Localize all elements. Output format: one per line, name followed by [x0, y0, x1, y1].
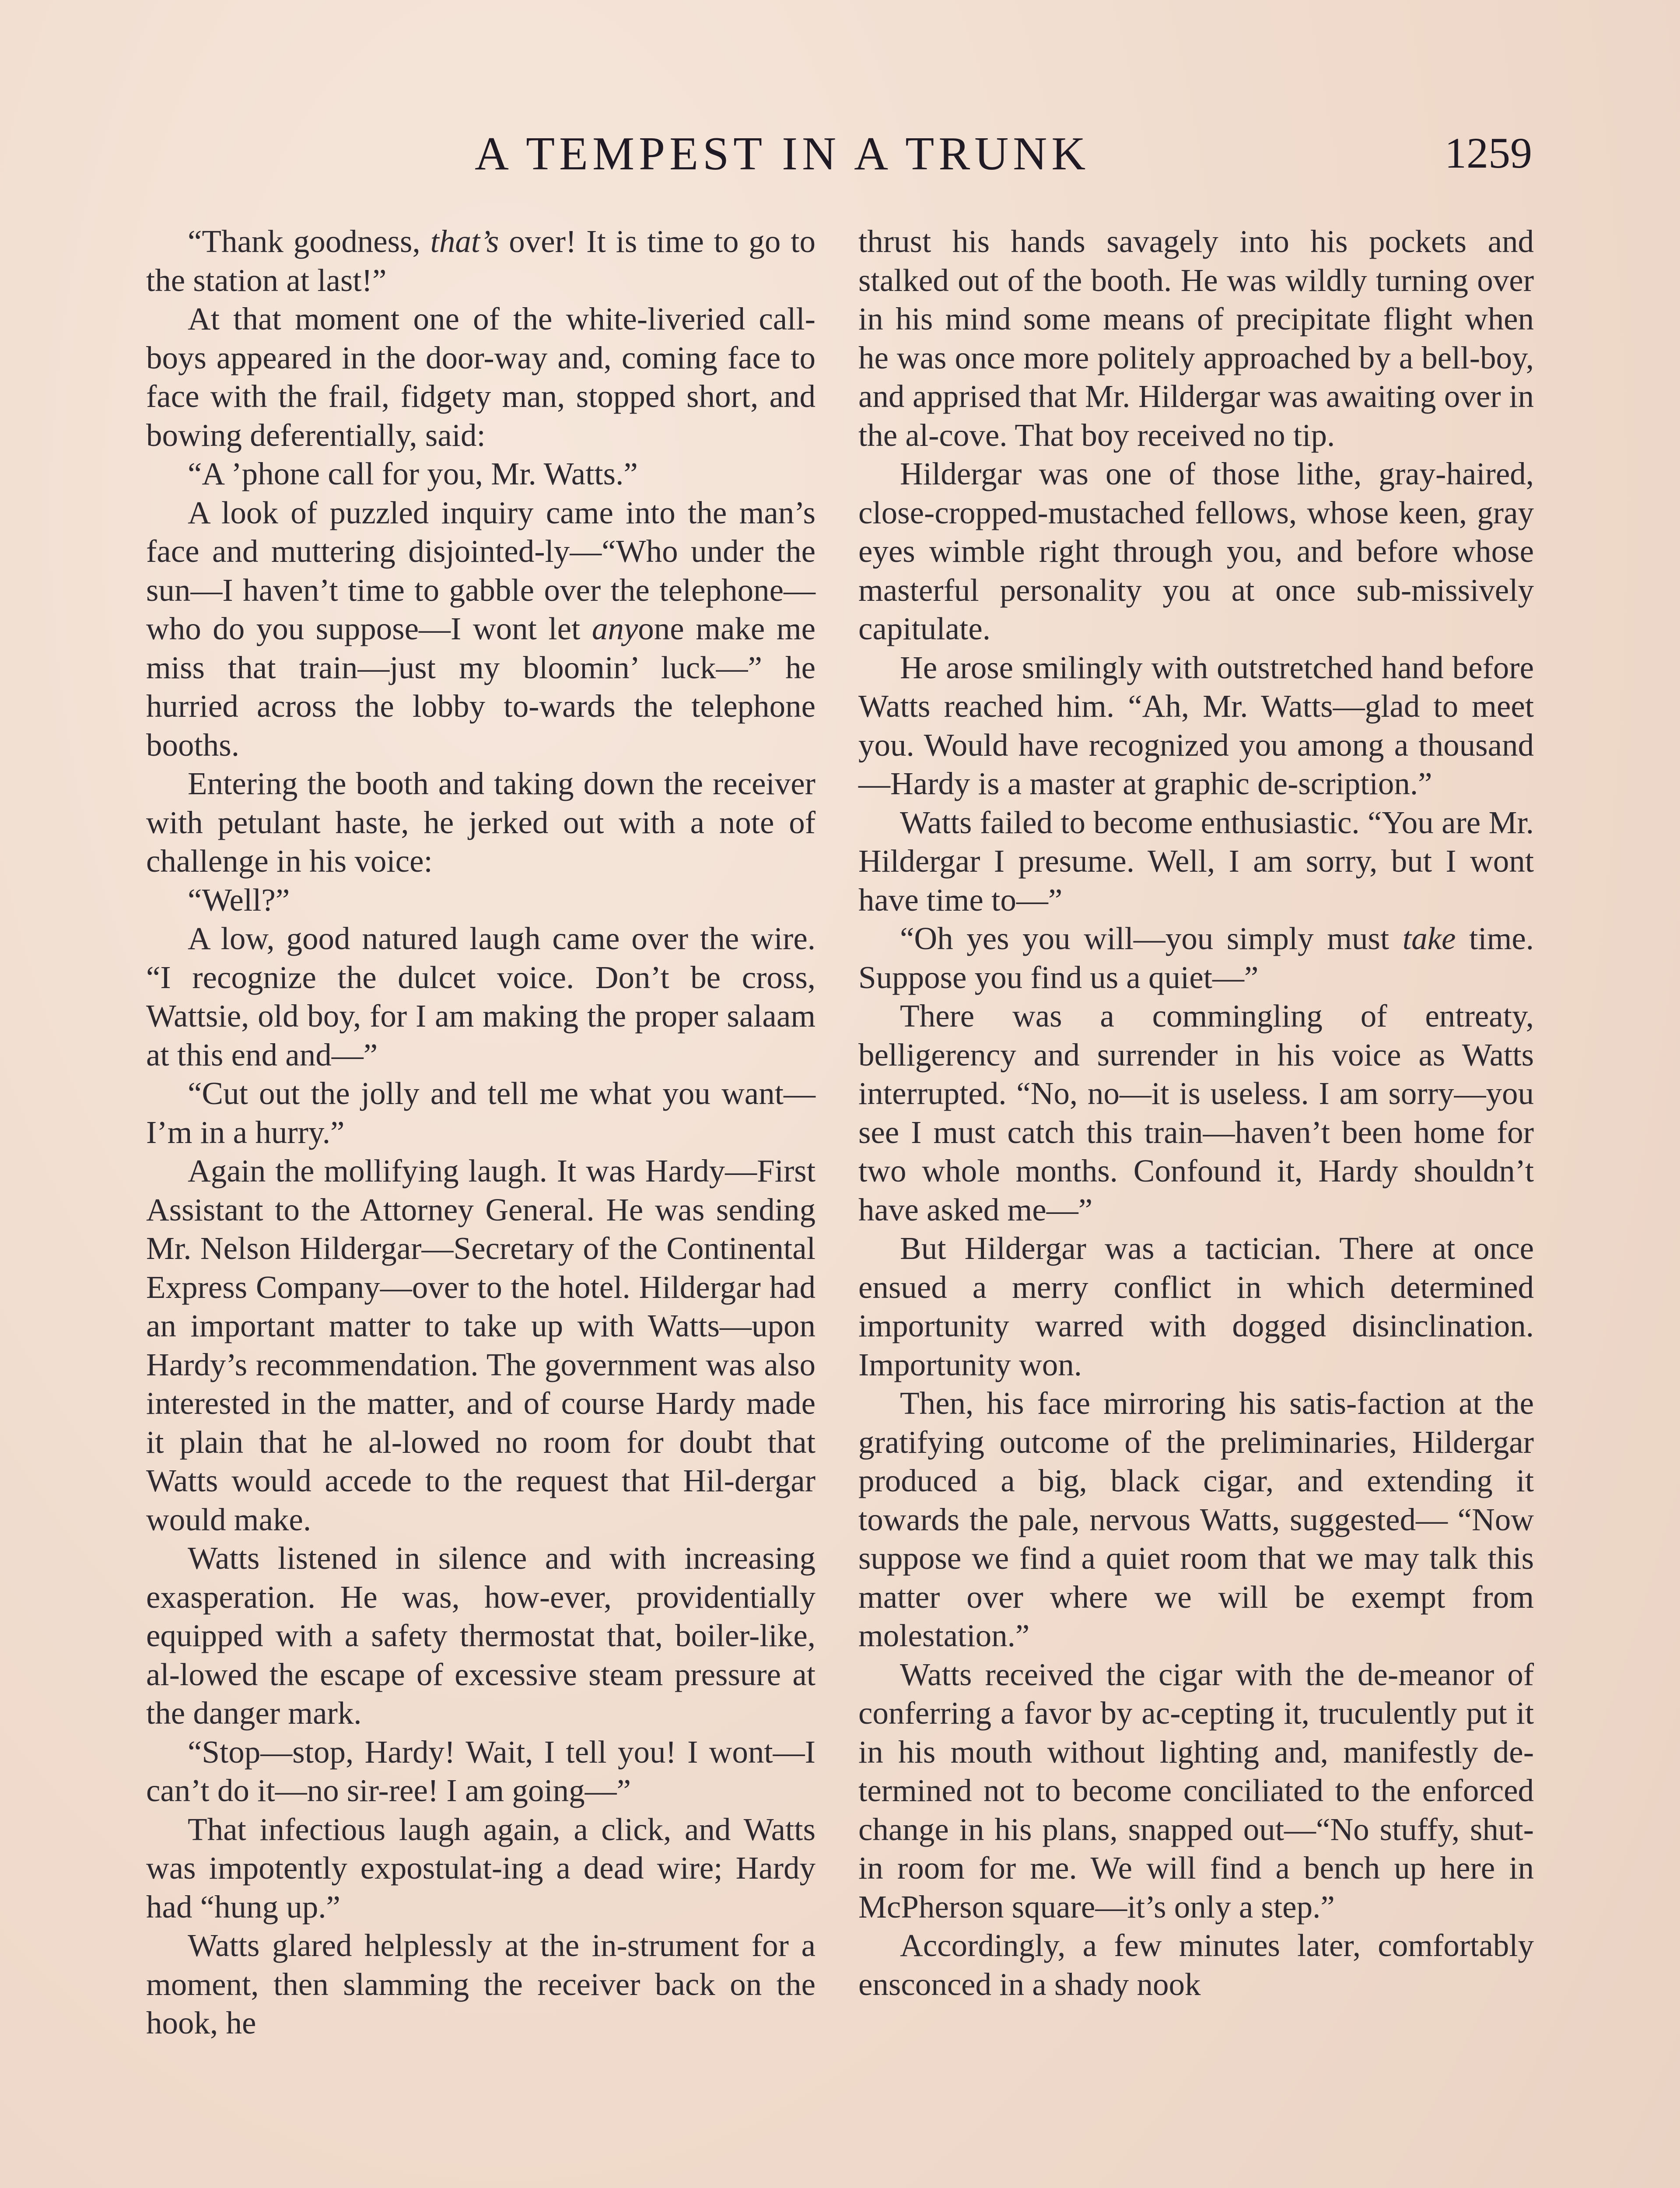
paragraph: “Well?” — [188, 882, 290, 918]
paragraph: “Stop—stop, Hardy! Wait, I tell you! I wont—I can’t do it—no sir-ree! I am going—” — [146, 1734, 816, 1808]
page-number: 1259 — [1445, 129, 1532, 177]
running-title: A TEMPEST IN A TRUNK — [475, 128, 1090, 180]
right-text-column — [858, 222, 1534, 2004]
paragraph: Entering the booth and taking down the receiver with petulant haste, he jerked out with a note of challenge in his voice: — [146, 766, 816, 879]
italic-emphasis: take — [1402, 921, 1456, 956]
paragraph: But Hildergar was a tactician. There at once ensued a merry conflict in which determined importunity warred with dogged disinclination. Importunity won. — [858, 1231, 1534, 1382]
paragraph: Watts glared helplessly at the in-strument for a moment, then slamming the receiver back on the hook, he — [146, 1928, 816, 2041]
paragraph: Again the mollifying laugh. It was Hardy—First Assistant to the Attorney General. He was sending Mr. Nelson Hildergar—Secretary of the Continental Express Company—over to the hotel. Hildergar had an important matter to take up with Watts—upon Hardy’s recommendation. The government was also interested in the matter, and of course Hardy made it plain that he al-lowed no room for doubt that Watts would accede to the request that Hil-dergar would make. — [146, 1153, 816, 1537]
paragraph: “Thank goodness, that’s over! It is time to go to the station at last!” — [146, 224, 816, 298]
italic-emphasis: that’s — [430, 224, 499, 259]
paragraph: Hildergar was one of those lithe, gray-haired, close-cropped-mustached fellows, whose keen, gray eyes wimble right through you, and before whose masterful personality you at once sub-missively capitulate. — [858, 456, 1534, 646]
paragraph: Watts listened in silence and with increasing exasperation. He was, how-ever, providentially equipped with a safety thermostat that, boiler-like, al-lowed the escape of excessive steam pressure at the danger mark. — [146, 1540, 816, 1731]
paragraph: Watts received the cigar with the de-meanor of conferring a favor by ac-cepting it, truculently put it in his mouth without lighting and, manifestly de-termined not to become conciliated to the enforced change in his plans, snapped out—“No stuffy, shut-in room for me. We will find a bench up here in McPherson square—it’s only a step.” — [858, 1656, 1534, 1925]
paragraph: At that moment one of the white-liveried call-boys appeared in the door-way and, coming face to face with the frail, fidgety man, stopped short, and bowing deferentially, said: — [146, 301, 816, 453]
paragraph: He arose smilingly with outstretched hand before Watts reached him. “Ah, Mr. Watts—glad to meet you. Would have recognized you among a thousand —Hardy is a master at graphic de-scription.” — [858, 649, 1534, 801]
paragraph: “Cut out the jolly and tell me what you want—I’m in a hurry.” — [146, 1076, 816, 1150]
paragraph: Then, his face mirroring his satis-faction at the gratifying outcome of the preliminaries, Hildergar produced a big, black cigar, and extending it towards the pale, nervous Watts, suggested— “Now suppose we find a quiet room that we may talk this matter over where we will be exempt from molestation.” — [858, 1385, 1534, 1653]
italic-emphasis: any — [592, 611, 638, 646]
paragraph: Accordingly, a few minutes later, comfortably ensconced in a shady nook — [858, 1928, 1534, 2002]
paragraph: “Oh yes you will—you simply must take time. Suppose you find us a quiet—” — [858, 921, 1534, 995]
paragraph: A low, good natured laugh came over the wire. “I recognize the dulcet voice. Don’t be cross, Wattsie, old boy, for I am making the proper salaam at this end and—” — [146, 921, 816, 1073]
paragraph: There was a commingling of entreaty, belligerency and surrender in his voice as Watts interrupted. “No, no—it is useless. I am sorry—you see I must catch this train—haven’t been home for two whole months. Confound it, Hardy shouldn’t have asked me—” — [858, 998, 1534, 1227]
paragraph: That infectious laugh again, a click, and Watts was impotently expostulat-ing a dead wire; Hardy had “hung up.” — [146, 1811, 816, 1925]
left-text-column — [146, 222, 816, 2043]
paragraph: “A ’phone call for you, Mr. Watts.” — [188, 456, 638, 491]
paragraph: A look of puzzled inquiry came into the man’s face and muttering disjointed-ly—“Who under the sun—I haven’t time to gabble over the telephone—who do you suppose—I wont let anyone make me miss that train—just my bloomin’ luck—” he hurried across the lobby to-wards the telephone booths. — [146, 494, 816, 763]
paragraph: Watts failed to become enthusiastic. “You are Mr. Hildergar I presume. Well, I am sorry, but I wont have time to—” — [858, 804, 1534, 918]
paragraph: thrust his hands savagely into his pockets and stalked out of the booth. He was wildly turning over in his mind some means of precipitate flight when he was once more politely approached by a bell-boy, and apprised that Mr. Hildergar was awaiting over in the al-cove. That boy received no tip. — [858, 224, 1534, 453]
